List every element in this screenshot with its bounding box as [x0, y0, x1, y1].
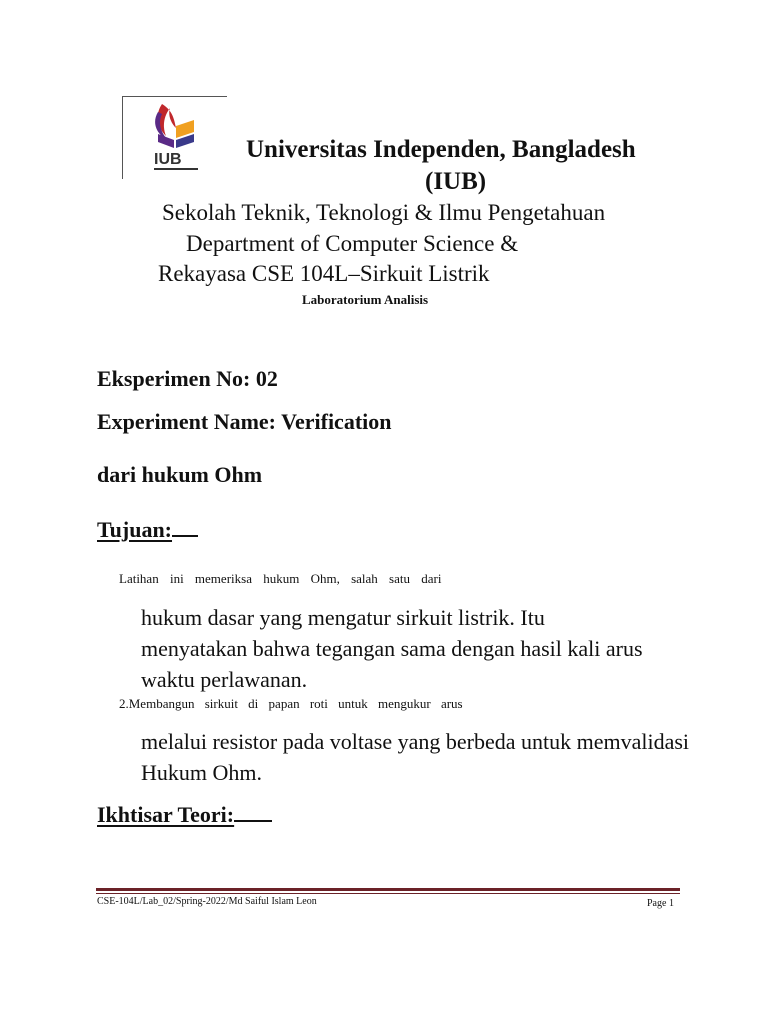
- objective-item1-line: hukum dasar yang mengatur sirkuit listrik. Itu: [141, 605, 545, 630]
- objective-item1-paragraph: [141, 602, 643, 695]
- objective-heading-text: Tujuan:: [97, 517, 173, 542]
- experiment-name-continued: dari hukum Ohm: [97, 462, 263, 487]
- lab-title: Laboratorium Analisis: [302, 292, 429, 307]
- footer-rule: [96, 888, 680, 891]
- page-number: Page 1: [647, 898, 674, 909]
- objective-item2-paragraph: [141, 726, 689, 788]
- department-line-1: Department of Computer Science &: [186, 231, 519, 256]
- logo-text: IUB: [154, 151, 182, 168]
- footer-course-info: CSE-104L/Lab_02/Spring-2022/Md Saiful Islam Leon: [97, 896, 317, 907]
- department-line-2: Rekayasa CSE 104L–Sirkuit Listrik: [158, 261, 490, 286]
- theory-heading: [97, 802, 272, 828]
- university-name: Universitas Independen, Bangladesh: [246, 136, 636, 163]
- theory-heading-text: Ikhtisar Teori:: [97, 802, 235, 827]
- logo-underline: [154, 168, 198, 170]
- objective-item2-line: melalui resistor pada voltase yang berbeda untuk memvalidasi: [141, 729, 690, 754]
- experiment-number: Eksperimen No: 02: [97, 366, 278, 391]
- school-name: Sekolah Teknik, Teknologi & Ilmu Pengetahuan: [162, 200, 606, 225]
- university-abbr: (IUB): [425, 168, 487, 195]
- logo-book-purple: [158, 134, 174, 148]
- objective-heading: [97, 517, 198, 543]
- iub-logo: [150, 98, 206, 174]
- objective-heading-underline: [172, 517, 198, 537]
- objective-item2-intro: 2.Membangun sirkuit di papan roti untuk mengukur arus: [119, 696, 463, 711]
- objective-item1-intro: Latihan ini memeriksa hukum Ohm, salah satu dari: [119, 571, 442, 586]
- footer-rule-thin: [96, 893, 680, 894]
- objective-item1-line: menyatakan bahwa tegangan sama dengan hasil kali arus: [141, 636, 643, 661]
- theory-heading-underline: [234, 802, 272, 822]
- experiment-name: Experiment Name: Verification: [97, 409, 392, 434]
- objective-item2-line: Hukum Ohm.: [141, 760, 262, 785]
- objective-item1-line: waktu perlawanan.: [141, 667, 308, 692]
